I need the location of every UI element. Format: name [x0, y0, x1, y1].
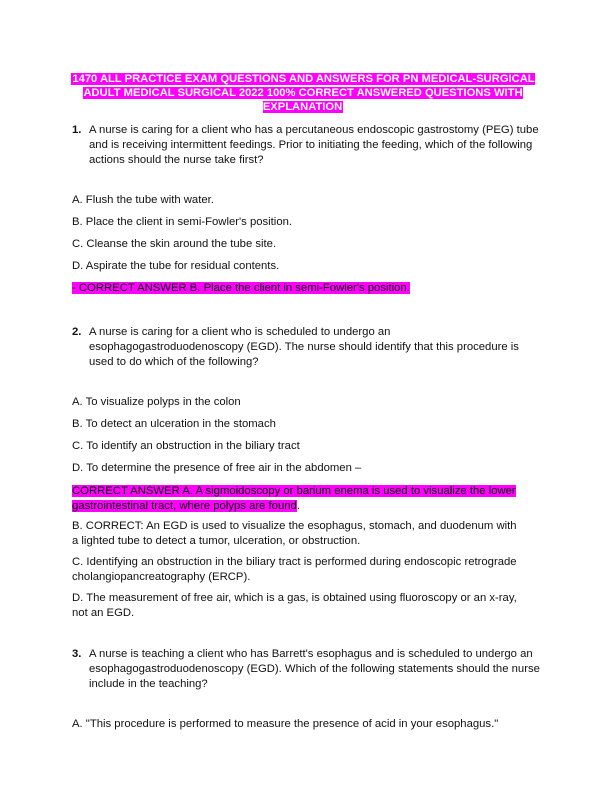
question-text: A nurse is caring for a client who is scheduled to undergo an esophagogastroduodenoscopy (EGD). The nurse should identify that this procedure is used to do which of the following?	[89, 326, 519, 368]
option-a: A. To visualize polyps in the colon	[72, 396, 241, 408]
option-b: B. To detect an ulceration in the stomach	[72, 418, 276, 430]
explanation-d: D. The measurement of free air, which is a gas, is obtained using fluoroscopy or an x-ray, not an EGD.	[72, 592, 517, 619]
option-a: A. Flush the tube with water.	[72, 194, 214, 206]
option-c: C. Cleanse the skin around the tube site.	[72, 238, 277, 250]
explanation-b: B. CORRECT: An EGD is used to visualize the esophagus, stomach, and duodenum with a lighted tube to detect a tumor, ulceration, or obstruction.	[72, 520, 517, 547]
correct-answer	[72, 281, 410, 296]
question-1	[72, 123, 542, 168]
question-text: A nurse is caring for a client who has a percutaneous endoscopic gastrostomy (PEG) tube and is receiving intermittent feedings. Prior to initiating the feeding, which of the following actions should the nurse take first?	[89, 124, 539, 166]
option-a: A. "This procedure is performed to measure the presence of acid in your esophagus."	[72, 718, 499, 730]
option-d: D. Aspirate the tube for residual contents.	[72, 260, 280, 272]
document-title-text: 1470 ALL PRACTICE EXAM QUESTIONS AND ANSWERS FOR PN MEDICAL-SURGICAL ADULT MEDICAL SURGICAL 2022 100% CORRECT ANSWERED QUESTIONS WITH EXPLANATION	[72, 73, 535, 113]
correct-answer-tail: .	[296, 500, 300, 512]
question-2	[72, 325, 542, 370]
correct-answer-highlight: CORRECT ANSWER A. A sigmoidoscopy or barium enema is used to visualize the lower gastrointestinal tract, where polyps are found	[72, 485, 516, 512]
question-3	[72, 647, 542, 692]
option-b: B. Place the client in semi-Fowler's position.	[72, 216, 293, 228]
question-number: 2.	[72, 326, 82, 338]
document-title	[60, 72, 546, 114]
option-c: C. To identify an obstruction in the biliary tract	[72, 440, 300, 452]
correct-answer-highlight: - CORRECT ANSWER B. Place the client in semi-Fowler's position.	[72, 282, 410, 294]
question-number: 1.	[72, 124, 82, 136]
correct-answer	[72, 484, 522, 514]
question-text: A nurse is teaching a client who has Barrett's esophagus and is scheduled to undergo an esophagogastroduodenoscopy (EGD). Which of the following statements should the nurse include in the teaching?	[89, 648, 540, 690]
option-d: D. To determine the presence of free air in the abdomen –	[72, 462, 362, 474]
explanation-c: C. Identifying an obstruction in the biliary tract is performed during endoscopic retrograde cholangiopancreatography (ERCP).	[72, 556, 517, 583]
question-number: 3.	[72, 648, 82, 660]
